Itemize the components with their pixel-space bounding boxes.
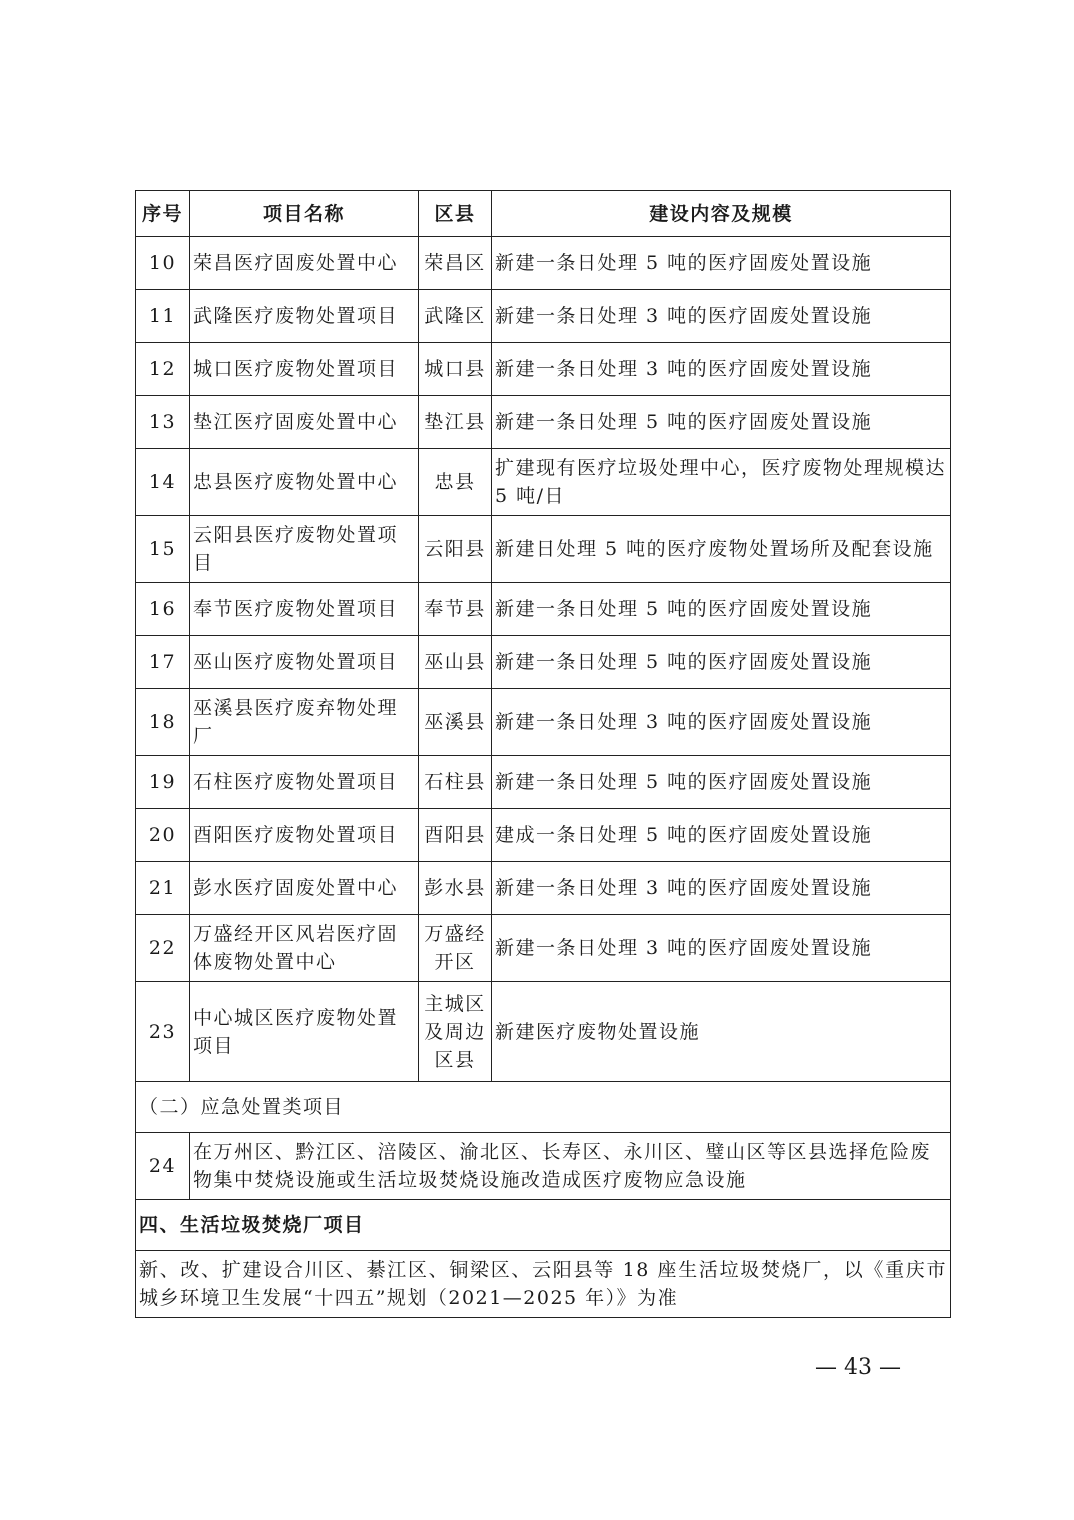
row-name: 石柱医疗废物处置项目 <box>190 756 419 809</box>
row-name: 彭水医疗固废处置中心 <box>190 862 419 915</box>
row-content: 新建一条日处理 5 吨的医疗固废处置设施 <box>492 237 951 290</box>
project-table <box>135 190 951 1318</box>
row-no: 24 <box>136 1133 190 1200</box>
row-no: 23 <box>136 982 190 1082</box>
page-number: — 43 — <box>815 1355 901 1380</box>
row-no: 19 <box>136 756 190 809</box>
table-header-row <box>136 191 951 237</box>
table-row <box>136 982 951 1082</box>
row-no: 20 <box>136 809 190 862</box>
table-row <box>136 449 951 516</box>
row-content: 新建一条日处理 3 吨的医疗固废处置设施 <box>492 290 951 343</box>
row-county: 主城区及周边区县 <box>419 982 492 1082</box>
row-name: 荣昌医疗固废处置中心 <box>190 237 419 290</box>
row-content: 新建一条日处理 3 吨的医疗固废处置设施 <box>492 343 951 396</box>
row-name: 忠县医疗废物处置中心 <box>190 449 419 516</box>
row-county: 巫溪县 <box>419 689 492 756</box>
table-row <box>136 1133 951 1200</box>
row-county: 奉节县 <box>419 583 492 636</box>
row-county: 彭水县 <box>419 862 492 915</box>
table-row <box>136 636 951 689</box>
row-no: 10 <box>136 237 190 290</box>
row-name: 万盛经开区风岩医疗固体废物处置中心 <box>190 915 419 982</box>
row-county: 忠县 <box>419 449 492 516</box>
row-content: 新建一条日处理 5 吨的医疗固废处置设施 <box>492 636 951 689</box>
row-county: 荣昌区 <box>419 237 492 290</box>
row-county: 云阳县 <box>419 516 492 583</box>
table-row <box>136 756 951 809</box>
row-name: 云阳县医疗废物处置项目 <box>190 516 419 583</box>
table-row <box>136 862 951 915</box>
section-title-four: 四、生活垃圾焚烧厂项目 <box>136 1200 951 1251</box>
row-name: 中心城区医疗废物处置项目 <box>190 982 419 1082</box>
row-no: 22 <box>136 915 190 982</box>
row-no: 15 <box>136 516 190 583</box>
header-name: 项目名称 <box>190 191 419 237</box>
header-county: 区县 <box>419 191 492 237</box>
row-name: 武隆医疗废物处置项目 <box>190 290 419 343</box>
section-title-emergency: （二）应急处置类项目 <box>136 1082 951 1133</box>
row-county: 万盛经开区 <box>419 915 492 982</box>
row-no: 11 <box>136 290 190 343</box>
row-name: 巫山医疗废物处置项目 <box>190 636 419 689</box>
row-content: 新建一条日处理 3 吨的医疗固废处置设施 <box>492 915 951 982</box>
table-row <box>136 396 951 449</box>
row-no: 21 <box>136 862 190 915</box>
table-row <box>136 516 951 583</box>
row-county: 城口县 <box>419 343 492 396</box>
row-county: 巫山县 <box>419 636 492 689</box>
row-content: 新建一条日处理 5 吨的医疗固废处置设施 <box>492 756 951 809</box>
section-four-text: 新、改、扩建设合川区、綦江区、铜梁区、云阳县等 18 座生活垃圾焚烧厂，以《重庆市城乡环境卫生发展“十四五”规划（2021—2025 年）》为准 <box>136 1251 951 1318</box>
row-content: 新建医疗废物处置设施 <box>492 982 951 1082</box>
section-row-four <box>136 1200 951 1251</box>
row-content: 新建一条日处理 3 吨的医疗固废处置设施 <box>492 862 951 915</box>
table-row <box>136 583 951 636</box>
section-row-emergency <box>136 1082 951 1133</box>
row-content: 新建一条日处理 5 吨的医疗固废处置设施 <box>492 396 951 449</box>
row-county: 武隆区 <box>419 290 492 343</box>
header-no: 序号 <box>136 191 190 237</box>
row-content: 新建日处理 5 吨的医疗废物处置场所及配套设施 <box>492 516 951 583</box>
section-four-text-row <box>136 1251 951 1318</box>
row-content: 新建一条日处理 3 吨的医疗固废处置设施 <box>492 689 951 756</box>
table-row <box>136 689 951 756</box>
row-no: 18 <box>136 689 190 756</box>
row-name: 奉节医疗废物处置项目 <box>190 583 419 636</box>
row-content: 扩建现有医疗垃圾处理中心，医疗废物处理规模达 5 吨/日 <box>492 449 951 516</box>
row-county: 酉阳县 <box>419 809 492 862</box>
row-no: 17 <box>136 636 190 689</box>
table-row <box>136 809 951 862</box>
row-name: 巫溪县医疗废弃物处理厂 <box>190 689 419 756</box>
row-content: 新建一条日处理 5 吨的医疗固废处置设施 <box>492 583 951 636</box>
table-row <box>136 915 951 982</box>
table-row <box>136 237 951 290</box>
row-no: 13 <box>136 396 190 449</box>
table-row <box>136 343 951 396</box>
row-name: 城口医疗废物处置项目 <box>190 343 419 396</box>
row-content: 在万州区、黔江区、涪陵区、渝北区、长寿区、永川区、璧山区等区县选择危险废物集中焚烧设施或生活垃圾焚烧设施改造成医疗废物应急设施 <box>190 1133 951 1200</box>
row-county: 石柱县 <box>419 756 492 809</box>
row-county: 垫江县 <box>419 396 492 449</box>
row-content: 建成一条日处理 5 吨的医疗固废处置设施 <box>492 809 951 862</box>
row-name: 垫江医疗固废处置中心 <box>190 396 419 449</box>
row-no: 14 <box>136 449 190 516</box>
row-name: 酉阳医疗废物处置项目 <box>190 809 419 862</box>
header-content: 建设内容及规模 <box>492 191 951 237</box>
row-no: 16 <box>136 583 190 636</box>
row-no: 12 <box>136 343 190 396</box>
table-row <box>136 290 951 343</box>
